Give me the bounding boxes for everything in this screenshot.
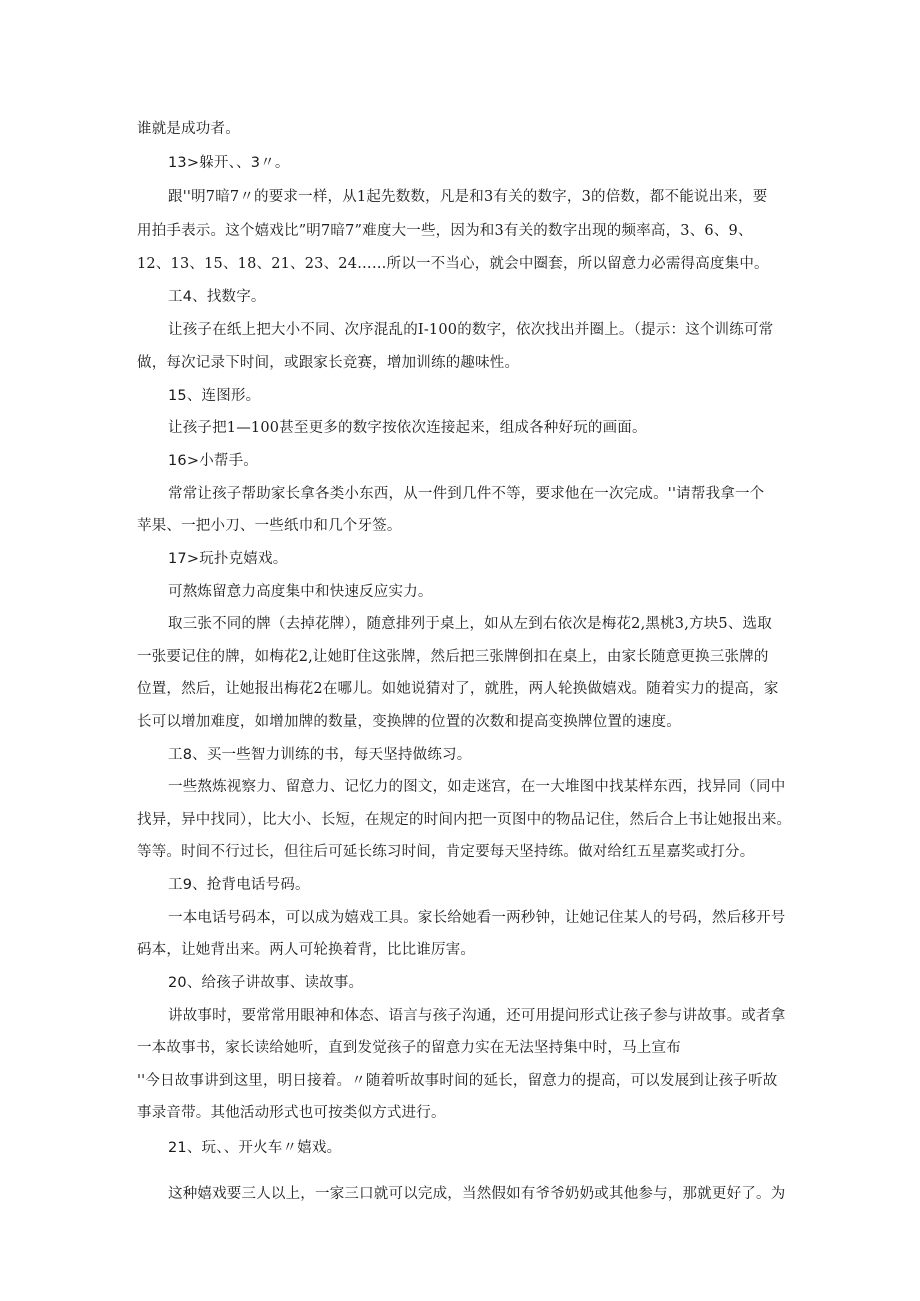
paragraph-line: 跟''明7暗7〃的要求一样，从1起先数数，凡是和3有关的数字，3的倍数，都不能说出来，要 <box>168 189 768 205</box>
section-heading-16: 16>小帮手。 <box>168 453 258 469</box>
paragraph-line: 位置，然后，让她报出梅花2在哪儿。如她说猜对了，就胜，两人轮换做嬉戏。随着实力的提高，家 <box>137 681 779 697</box>
paragraph-line: 12、13、15、18、21、23、24……所以一不当心，就会中圈套，所以留意力必需得高度集中。 <box>137 256 769 272</box>
paragraph-line: 取三张不同的牌（去掉花牌），随意排列于桌上，如从左到右依次是梅花2,黑桃3,方块5、选取 <box>168 616 772 632</box>
section-heading-21: 21、玩、、开火车〃嬉戏。 <box>168 1140 342 1156</box>
section-heading-18: 工8、买一些智力训练的书，每天坚持做练习。 <box>168 747 472 763</box>
paragraph-line: 常常让孩子帮助家长拿各类小东西，从一件到几件不等，要求他在一次完成。''请帮我拿一个 <box>168 486 765 502</box>
paragraph-line: 长可以增加难度，如增加牌的数量，变换牌的位置的次数和提高变换牌位置的速度。 <box>137 714 681 730</box>
paragraph-line: 这种嬉戏要三人以上，一家三口就可以完成，当然假如有爷爷奶奶或其他参与，那就更好了。为 <box>168 1186 786 1202</box>
paragraph-line: 谁就是成功者。 <box>137 121 240 137</box>
paragraph-line: 一张要记住的牌，如梅花2,让她盯住这张牌，然后把三张牌倒扣在桌上，由家长随意更换三张牌的 <box>137 649 769 665</box>
paragraph-line: 做，每次记录下时间，或跟家长竞赛，增加训练的趣味性。 <box>137 355 520 371</box>
section-heading-19: 工9、抢背电话号码。 <box>168 877 310 893</box>
section-heading-20: 20、给孩子讲故事、读故事。 <box>168 975 364 991</box>
section-heading-13: 13>躲开、、3〃。 <box>168 155 290 171</box>
section-heading-14: 工4、找数字。 <box>168 289 266 305</box>
paragraph-line: 一本故事书，家长读给她听，直到发觉孩子的留意力实在无法坚持集中时，马上宣布 <box>137 1040 681 1056</box>
paragraph-line: 讲故事时，要常常用眼神和体态、语言与孩子沟通，还可用提问形式让孩子参与讲故事。或者拿 <box>168 1008 786 1024</box>
paragraph-line: 码本，让她背出来。两人可轮换着背，比比谁厉害。 <box>137 942 476 958</box>
section-heading-17: 17>玩扑克嬉戏。 <box>168 551 288 567</box>
paragraph-line: 让孩子把1—100甚至更多的数字按依次连接起来，组成各种好玩的画面。 <box>168 420 647 436</box>
paragraph-line: 让孩子在纸上把大小不同、次序混乱的I-100的数字，依次找出并圈上。（提示：这个训练可常 <box>168 322 774 338</box>
paragraph-line: 苹果、一把小刀、一些纸巾和几个牙签。 <box>137 518 402 534</box>
paragraph-line: 一些熬炼视察力、留意力、记忆力的图文，如走迷宫，在一大堆图中找某样东西，找异同（同中 <box>168 779 786 795</box>
paragraph-line: 一本电话号码本，可以成为嬉戏工具。家长给她看一两秒钟，让她记住某人的号码，然后移开号 <box>168 910 786 926</box>
section-heading-15: 15、连图形。 <box>168 388 261 404</box>
paragraph-line: 用拍手表示。这个嬉戏比”明7暗7”难度大一些，因为和3有关的数字出现的频率高，3、6、9、 <box>137 223 753 239</box>
paragraph-line: ''今日故事讲到这里，明日接着。〃随着听故事时间的延长，留意力的提高，可以发展到让孩子听故 <box>137 1073 778 1089</box>
paragraph-line: 事录音带。其他活动形式也可按类似方式进行。 <box>137 1105 446 1121</box>
paragraph-line: 可熬炼留意力高度集中和快速反应实力。 <box>168 584 433 600</box>
paragraph-line: 找异，异中找同），比大小、长短，在规定的时间内把一页图中的物品记住，然后合上书让她报出来。 <box>137 812 792 828</box>
paragraph-line: 等等。时间不行过长，但往后可延长练习时间，肯定要每天坚持练。做对给红五星嘉奖或打分。 <box>137 844 755 860</box>
